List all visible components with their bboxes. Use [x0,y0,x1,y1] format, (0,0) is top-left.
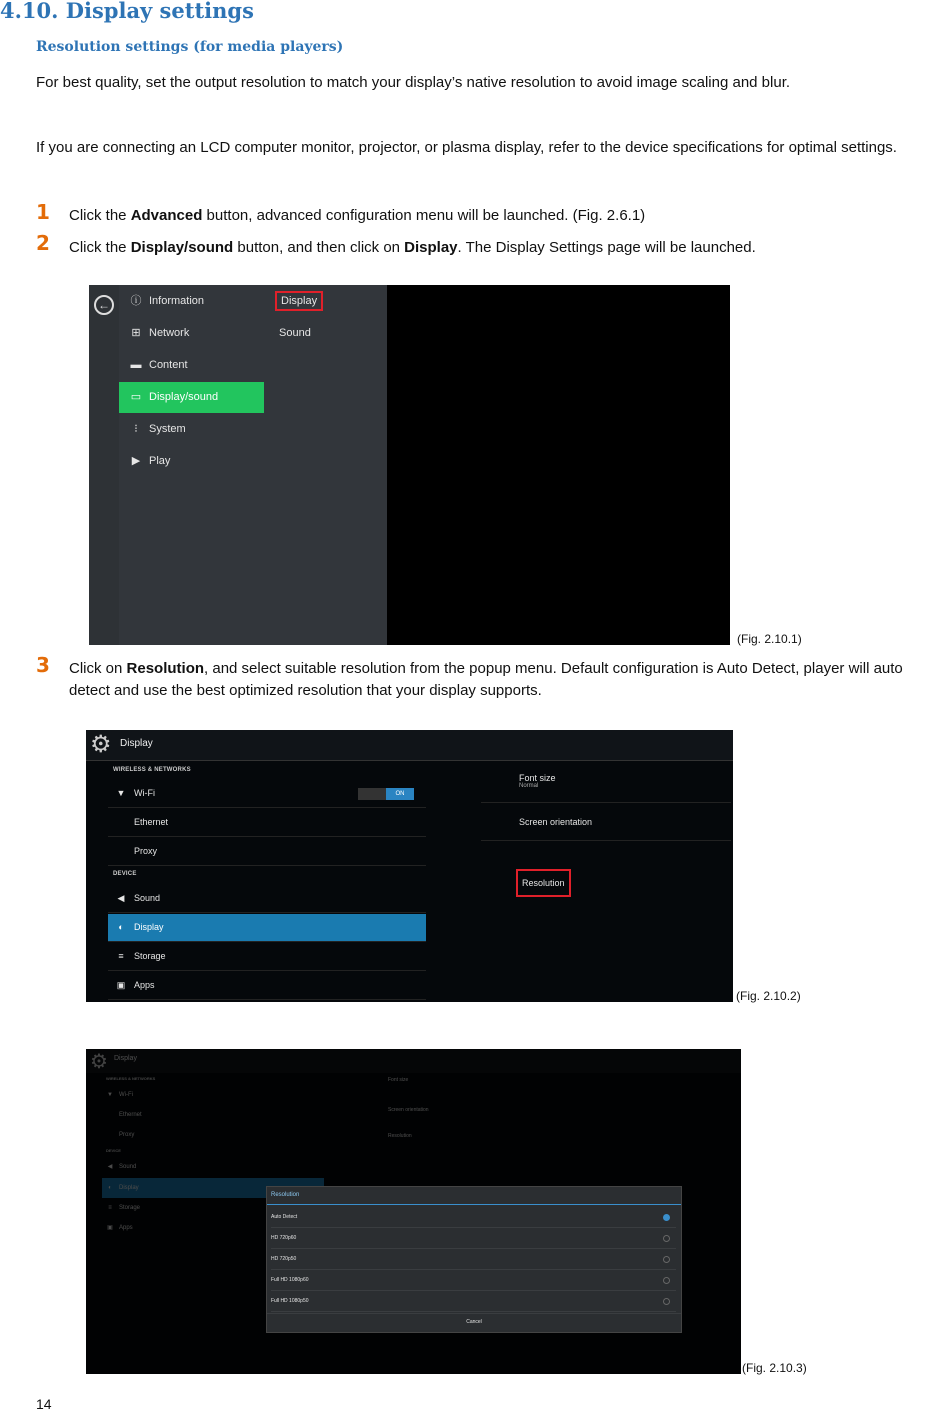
dialog-title: Resolution [271,1192,300,1198]
figure-caption-3: (Fig. 2.10.3) [742,1361,807,1375]
monitor-icon: ▭ [130,391,142,403]
menu-item-play[interactable]: ▶ Play [119,446,264,477]
step-text-2: Click the Display/sound button, and then click on Display. The Display Settings page will be launched. [69,239,756,256]
figure-caption-1: (Fig. 2.10.1) [737,632,802,646]
radio-icon[interactable] [663,1256,670,1263]
radio-icon[interactable] [663,1298,670,1305]
subsection-heading: Resolution settings (for media players) [36,39,344,55]
submenu-item-display[interactable]: Display [275,291,323,311]
menu-item-display-sound[interactable]: ▭ Display/sound [119,382,264,413]
resolution-option[interactable]: Auto Detect [271,1207,676,1228]
row-display[interactable]: ◐ Display [108,914,426,942]
row-wifi[interactable]: ▼ Wi-Fi ON [108,780,426,808]
radio-selected-icon[interactable] [663,1214,670,1221]
step-number-2: 2 [36,231,50,255]
system-icon: ⁝ [134,423,138,435]
resolution-option[interactable]: HD 720p50 [271,1249,676,1270]
apps-icon: ▣ [116,980,126,990]
menu-item-content[interactable]: ▬ Content [119,350,264,381]
display-options-list [481,760,733,1002]
paragraph-1: For best quality, set the output resolution to match your display’s native resolution to avoid image scaling and blur. [36,74,791,91]
step-text-3: Click on Resolution, and select suitable resolution from the popup menu. Default configuration is Auto Detect, player will auto detect and use the best optimized resolution that your display supports. [69,660,903,699]
speaker-icon: ◀ [117,893,125,903]
option-font-size[interactable]: Font size Normal [481,768,731,803]
settings-title: Display [120,738,153,749]
menu-item-network[interactable]: ⊞ Network [119,318,264,349]
paragraph-2: If you are connecting an LCD computer monitor, projector, or plasma display, refer to the device specifications for optimal settings. [36,139,897,156]
section-heading: 4.10. Display settings [0,0,254,23]
resolution-dialog [266,1186,682,1333]
page-number: 14 [36,1396,52,1412]
radio-icon[interactable] [663,1235,670,1242]
step-number-1: 1 [36,200,50,224]
section-device: DEVICE [113,871,137,877]
wifi-toggle[interactable]: ON [358,788,414,800]
resolution-option[interactable]: HD 720p60 [271,1228,676,1249]
display-sound-submenu [267,285,387,645]
radio-icon[interactable] [663,1277,670,1284]
resolution-option[interactable]: Full HD 1080p50 [271,1291,676,1312]
advanced-menu [119,285,267,645]
option-resolution[interactable]: Resolution [516,869,571,897]
row-proxy[interactable]: Proxy [108,838,426,866]
settings-category-list [108,760,428,1002]
resolution-option[interactable]: Full HD 1080p60 [271,1270,676,1291]
step-number-3: 3 [36,653,50,677]
option-screen-orientation[interactable]: Screen orientation [481,806,731,841]
play-icon: ▶ [131,455,141,467]
network-icon: ⊞ [131,327,141,339]
gear-icon: ⚙ [90,731,112,758]
storage-icon: ≡ [118,951,124,961]
dialog-divider [267,1204,681,1205]
row-ethernet[interactable]: Ethernet [108,809,426,837]
content-icon: ▬ [130,359,142,371]
figure-resolution-popup [86,1049,741,1374]
settings-title-bar [86,730,733,761]
brightness-icon: ◐ [118,922,124,932]
menu-item-information[interactable]: ⓘ Information [119,286,264,317]
wifi-icon: ▼ [116,788,126,798]
cancel-button[interactable]: Cancel [267,1313,681,1325]
step-text-1: Click the Advanced button, advanced configuration menu will be launched. (Fig. 2.6.1) [69,207,646,224]
row-apps[interactable]: ▣ Apps [108,972,426,1000]
back-arrow-icon[interactable]: ← [94,295,114,315]
row-storage[interactable]: ≡ Storage [108,943,426,971]
section-wireless-networks: WIRELESS & NETWORKS [113,767,191,773]
menu-item-system[interactable]: ⁝ System [119,414,264,445]
row-sound[interactable]: ◀ Sound [108,885,426,913]
back-sidebar [89,285,119,645]
figure-advanced-menu [89,285,730,645]
submenu-item-sound[interactable]: Sound [279,327,311,339]
info-icon: ⓘ [130,295,142,307]
figure-caption-2: (Fig. 2.10.2) [736,989,801,1003]
figure-display-settings [86,730,733,1002]
